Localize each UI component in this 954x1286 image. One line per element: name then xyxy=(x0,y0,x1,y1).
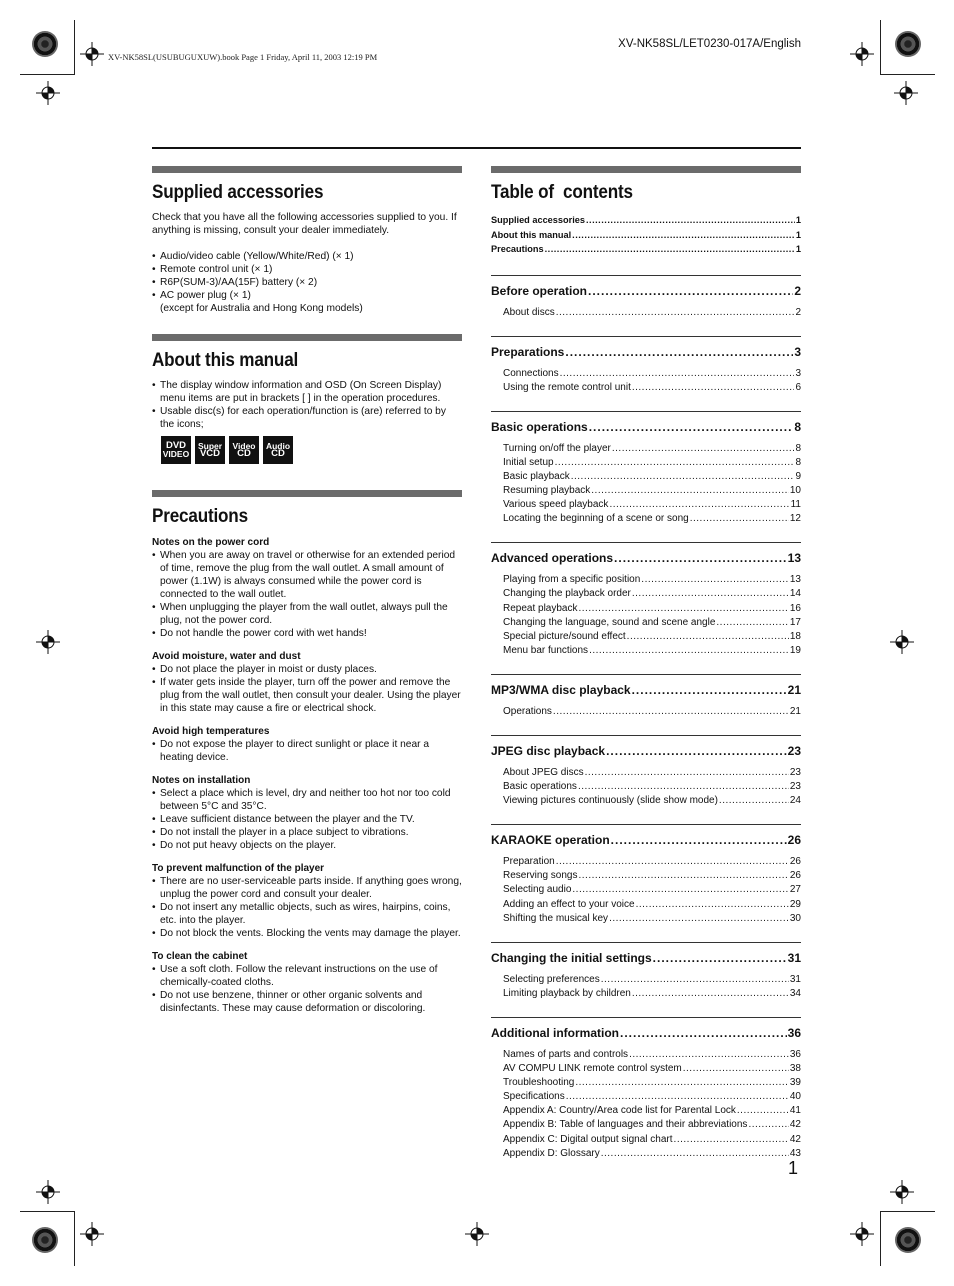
toc-entry[interactable]: Basic playback ..... 9 xyxy=(503,470,801,484)
supplied-accessories-section xyxy=(152,166,462,315)
toc-entry[interactable]: Adding an effect to your voice ..... 29 xyxy=(503,898,801,912)
toc-entry[interactable]: Resuming playback ..... 10 xyxy=(503,484,801,498)
registration-mark-icon xyxy=(465,1222,489,1246)
subsection-heading: To clean the cabinet xyxy=(152,951,248,962)
toc-group xyxy=(491,275,801,320)
toc-group-rule xyxy=(491,542,801,543)
list-item: • Remote control unit (× 1) xyxy=(152,263,462,276)
list-item: • When you are away on travel or otherwise for an extended period of time, remove the plug from the wall outlet. A small amount of power (1.1W) is always consumed while the power cord is connected to the wall outlet. xyxy=(152,549,462,601)
toc-item-list xyxy=(491,367,801,395)
toc-groups xyxy=(491,275,801,1161)
dvd-video-icon: DVD VIDEO xyxy=(161,436,191,464)
color-rosette-icon xyxy=(895,1227,921,1253)
toc-entry[interactable]: About JPEG discs ..... 23 xyxy=(503,766,801,780)
list-item: • Use a soft cloth. Follow the relevant instructions on the use of chemically-coated cloths. xyxy=(152,963,462,989)
crop-mark xyxy=(20,1211,75,1212)
toc-group-rule xyxy=(491,674,801,675)
section-bar xyxy=(152,166,462,173)
toc-entry[interactable]: Turning on/off the player ..... 8 xyxy=(503,442,801,456)
top-rule xyxy=(152,147,801,149)
toc-group xyxy=(491,1017,801,1161)
list-item: • Do not insert any metallic objects, such as wires, hairpins, coins, etc. into the player. xyxy=(152,901,462,927)
supplied-intro: Check that you have all the following accessories supplied to you. If anything is missing, consult your dealer immediately. xyxy=(152,212,457,236)
left-column xyxy=(152,166,462,1015)
toc-item-list xyxy=(491,973,801,1001)
toc-entry[interactable]: Appendix D: Glossary ..... 43 xyxy=(503,1147,801,1161)
section-bar xyxy=(491,166,801,173)
subsection-heading: Avoid moisture, water and dust xyxy=(152,651,301,662)
toc-entry[interactable]: Menu bar functions ..... 19 xyxy=(503,644,801,658)
list-item xyxy=(152,289,462,315)
subsection-heading: To prevent malfunction of the player xyxy=(152,863,325,874)
toc-entry[interactable]: Initial setup ..... 8 xyxy=(503,456,801,470)
crop-mark xyxy=(74,1211,75,1266)
crop-mark xyxy=(880,1211,935,1212)
toc-chapter-entry[interactable]: Before operation ..... 2 xyxy=(491,284,801,299)
toc-group-rule xyxy=(491,275,801,276)
toc-entry[interactable]: Locating the beginning of a scene or song ..... 12 xyxy=(503,512,801,526)
toc-chapter-entry[interactable]: JPEG disc playback ..... 23 xyxy=(491,744,801,759)
toc-group xyxy=(491,336,801,395)
file-stamp: XV-NK58SL(USUBUGUXUW).book Page 1 Friday, April 11, 2003 12:19 PM xyxy=(108,52,378,62)
toc-chapter-entry[interactable]: Additional information ..... 36 xyxy=(491,1026,801,1041)
crop-mark xyxy=(20,74,75,75)
toc-group xyxy=(491,542,801,658)
toc-entry[interactable]: Appendix A: Country/Area code list for Parental Lock ..... 41 xyxy=(503,1104,801,1118)
toc-title: Table of contents xyxy=(491,182,633,203)
toc-entry[interactable]: Playing from a specific position ..... 13 xyxy=(503,573,801,587)
list-item: • Do not install the player in a place subject to vibrations. xyxy=(152,826,462,839)
page-number: 1 xyxy=(788,1158,799,1178)
toc-entry[interactable]: Repeat playback ..... 16 xyxy=(503,602,801,616)
toc-item-list xyxy=(491,766,801,808)
toc-item-list xyxy=(491,442,801,527)
toc-chapter-entry[interactable]: Changing the initial settings ..... 31 xyxy=(491,951,801,966)
toc-group xyxy=(491,411,801,527)
precautions-section xyxy=(152,490,462,1015)
list-item: • Do not handle the power cord with wet hands! xyxy=(152,627,462,640)
toc-group-rule xyxy=(491,942,801,943)
toc-group-rule xyxy=(491,824,801,825)
precaution-list xyxy=(152,787,462,852)
toc-chapter-entry[interactable]: MP3/WMA disc playback ..... 21 xyxy=(491,683,801,698)
toc-item-list xyxy=(491,306,801,320)
toc-chapter-entry[interactable]: Preparations ..... 3 xyxy=(491,345,801,360)
crop-mark xyxy=(880,20,881,75)
list-item: • R6P(SUM-3)/AA(15F) battery (× 2) xyxy=(152,276,462,289)
toc-entry[interactable]: Viewing pictures continuously (slide show mode) ..... 24 xyxy=(503,794,801,808)
toc-group xyxy=(491,824,801,925)
toc-entry[interactable]: AV COMPU LINK remote control system ..... 38 xyxy=(503,1062,801,1076)
list-item: • The display window information and OSD (On Screen Display) menu items are put in brackets [ ] in the operation procedures. xyxy=(152,379,462,405)
video-cd-icon: Video CD xyxy=(229,436,259,464)
list-item: • Select a place which is level, dry and neither too hot nor too cold between 5°C and 35°C. xyxy=(152,787,462,813)
toc-entry[interactable]: Changing the playback order ..... 14 xyxy=(503,587,801,601)
registration-mark-icon xyxy=(894,81,918,105)
crop-mark xyxy=(880,1211,881,1266)
toc-entry[interactable]: Limiting playback by children ..... 34 xyxy=(503,987,801,1001)
toc-entry[interactable]: Selecting audio ..... 27 xyxy=(503,883,801,897)
toc-group-rule xyxy=(491,1017,801,1018)
list-item-text: AC power plug (× 1) xyxy=(160,290,251,301)
precaution-list xyxy=(152,963,462,1015)
color-rosette-icon xyxy=(895,31,921,57)
registration-mark-icon xyxy=(36,630,60,654)
registration-mark-icon xyxy=(80,42,104,66)
toc-item-list xyxy=(491,855,801,925)
toc-group-rule xyxy=(491,735,801,736)
registration-mark-icon xyxy=(850,42,874,66)
toc-entry[interactable]: About discs ..... 2 xyxy=(503,306,801,320)
crop-mark xyxy=(880,74,935,75)
registration-mark-icon xyxy=(890,630,914,654)
audio-cd-icon: Audio CD xyxy=(263,436,293,464)
list-item: • If water gets inside the player, turn off the power and remove the plug from the wall outlet, then consult your dealer. Using the player in this state may cause a fire or electrical shock. xyxy=(152,676,462,715)
toc-entry[interactable]: Special picture/sound effect ..... 18 xyxy=(503,630,801,644)
precaution-list xyxy=(152,549,462,640)
toc-entry[interactable]: Appendix B: Table of languages and their abbreviations ..... 42 xyxy=(503,1118,801,1132)
toc-group-rule xyxy=(491,411,801,412)
list-item: • Do not place the player in moist or dusty places. xyxy=(152,663,462,676)
toc-entry[interactable]: Using the remote control unit ..... 6 xyxy=(503,381,801,395)
list-item: • Do not expose the player to direct sunlight or place it near a heating device. xyxy=(152,738,462,764)
list-item: • Leave sufficient distance between the player and the TV. xyxy=(152,813,462,826)
toc-group xyxy=(491,674,801,719)
toc-group xyxy=(491,942,801,1001)
toc-chapter-entry[interactable]: KARAOKE operation ..... 26 xyxy=(491,833,801,848)
toc-item-list xyxy=(491,1048,801,1161)
toc-top-entries xyxy=(491,213,801,257)
crop-mark xyxy=(74,20,75,75)
toc-entry[interactable]: Precautions ..... 1 xyxy=(491,242,801,257)
list-item: • There are no user-serviceable parts inside. If anything goes wrong, unplug the power cord and consult your dealer. xyxy=(152,875,462,901)
toc-group xyxy=(491,735,801,808)
disc-icon-row xyxy=(161,436,462,464)
toc-entry[interactable]: About this manual ..... 1 xyxy=(491,228,801,243)
toc-entry[interactable]: Preparation ..... 26 xyxy=(503,855,801,869)
toc-entry[interactable]: Shifting the musical key ..... 30 xyxy=(503,912,801,926)
registration-mark-icon xyxy=(36,1180,60,1204)
toc-entry[interactable]: Changing the language, sound and scene angle ..... 17 xyxy=(503,616,801,630)
toc-chapter-entry[interactable]: Basic operations ..... 8 xyxy=(491,420,801,435)
section-bar xyxy=(152,490,462,497)
color-rosette-icon xyxy=(32,1227,58,1253)
subsection-heading: Avoid high temperatures xyxy=(152,726,270,737)
list-item: • When unplugging the player from the wall outlet, always pull the plug, not the power cord. xyxy=(152,601,462,627)
subsection-heading: Notes on installation xyxy=(152,775,251,786)
toc-item-list xyxy=(491,573,801,658)
super-vcd-icon: Super VCD xyxy=(195,436,225,464)
section-title: About this manual xyxy=(152,350,299,371)
about-list xyxy=(152,379,462,431)
document-id: XV-NK58SL/LET0230-017A/English xyxy=(618,38,801,50)
about-manual-section xyxy=(152,334,462,464)
toc-entry[interactable]: Connections ..... 3 xyxy=(503,367,801,381)
toc-group-rule xyxy=(491,336,801,337)
section-title: Precautions xyxy=(152,506,248,527)
toc-entry[interactable]: Selecting preferences ..... 31 xyxy=(503,973,801,987)
toc-entry[interactable]: Basic operations ..... 23 xyxy=(503,780,801,794)
toc-entry[interactable]: Appendix C: Digital output signal chart ..... 42 xyxy=(503,1133,801,1147)
registration-mark-icon xyxy=(36,81,60,105)
list-item: • Do not use benzene, thinner or other organic solvents and disinfectants. These may cause deformation or discoloring. xyxy=(152,989,462,1015)
section-bar xyxy=(152,334,462,341)
registration-mark-icon xyxy=(850,1222,874,1246)
toc-chapter-entry[interactable]: Advanced operations ..... 13 xyxy=(491,551,801,566)
registration-mark-icon xyxy=(890,1180,914,1204)
list-item: • Audio/video cable (Yellow/White/Red) (× 1) xyxy=(152,250,462,263)
list-item: • Do not put heavy objects on the player. xyxy=(152,839,462,852)
toc-entry[interactable]: Reserving songs ..... 26 xyxy=(503,869,801,883)
toc-item-list xyxy=(491,705,801,719)
subsection-heading: Notes on the power cord xyxy=(152,537,270,548)
accessory-list xyxy=(152,250,462,315)
list-item: • Usable disc(s) for each operation/function is (are) referred to by the icons; xyxy=(152,405,462,431)
precaution-list xyxy=(152,875,462,940)
table-of-contents xyxy=(491,166,801,1161)
precaution-list xyxy=(152,663,462,715)
toc-entry[interactable]: Troubleshooting ..... 39 xyxy=(503,1076,801,1090)
toc-entry[interactable]: Supplied accessories ..... 1 xyxy=(491,213,801,228)
toc-entry[interactable]: Specifications ..... 40 xyxy=(503,1090,801,1104)
section-title: Supplied accessories xyxy=(152,182,324,203)
color-rosette-icon xyxy=(32,31,58,57)
precautions-body xyxy=(152,536,462,1015)
toc-entry[interactable]: Operations ..... 21 xyxy=(503,705,801,719)
registration-mark-icon xyxy=(80,1222,104,1246)
list-item-note: (except for Australia and Hong Kong models) xyxy=(160,303,363,314)
list-item: • Do not block the vents. Blocking the vents may damage the player. xyxy=(152,927,462,940)
toc-entry[interactable]: Various speed playback ..... 11 xyxy=(503,498,801,512)
toc-entry[interactable]: Names of parts and controls ..... 36 xyxy=(503,1048,801,1062)
precaution-list xyxy=(152,738,462,764)
